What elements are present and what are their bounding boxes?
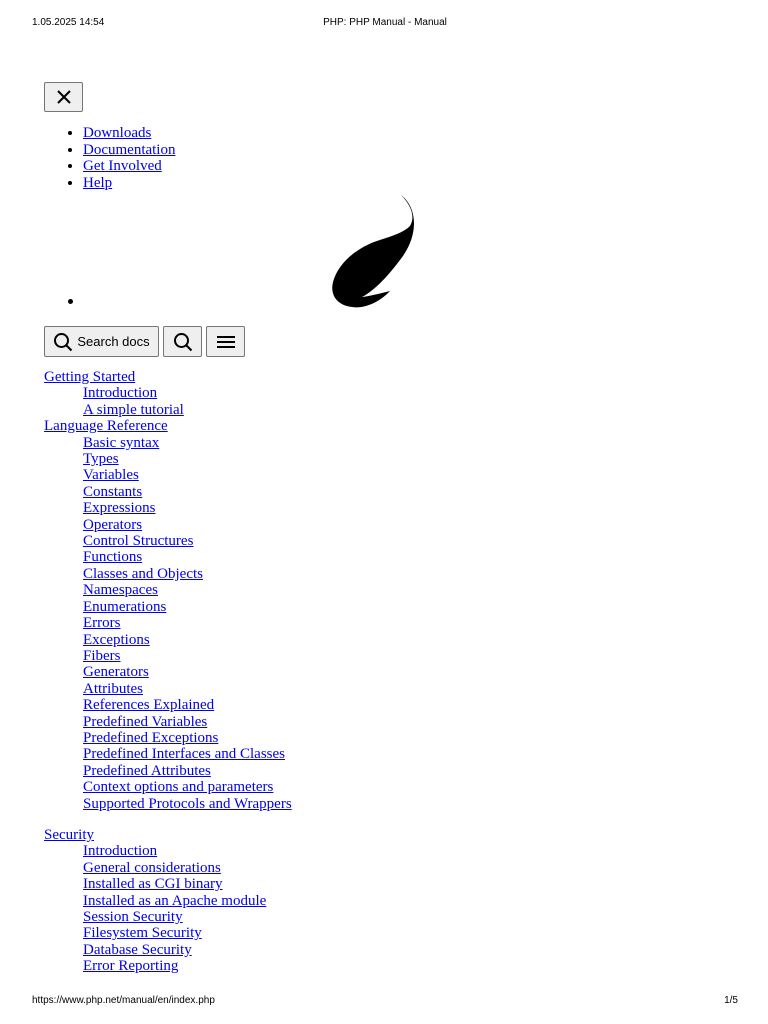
print-page-title: PHP: PHP Manual - Manual xyxy=(323,17,447,28)
toc-item xyxy=(83,796,292,812)
toc-link[interactable]: Types xyxy=(83,451,119,468)
print-url: https://www.php.net/manual/en/index.php xyxy=(32,995,215,1006)
toc-link[interactable]: Basic syntax xyxy=(83,434,160,451)
nav-link-get-involved[interactable]: Get Involved xyxy=(83,158,162,174)
toc-item xyxy=(83,730,292,746)
toc-item xyxy=(83,697,292,713)
close-icon xyxy=(56,89,72,105)
toc-item xyxy=(83,632,292,648)
toc-link[interactable]: Predefined Variables xyxy=(83,713,208,730)
toc-link[interactable]: Generators xyxy=(83,664,149,681)
search-icon xyxy=(173,332,193,352)
toc-link[interactable]: Fibers xyxy=(83,647,121,664)
print-datetime: 1.05.2025 14:54 xyxy=(32,17,105,28)
hamburger-menu-icon xyxy=(216,334,236,350)
toc-link[interactable]: Expressions xyxy=(83,500,156,517)
php-elephpant-logo-icon[interactable] xyxy=(330,194,418,310)
toc-item xyxy=(83,451,292,467)
toc-item xyxy=(83,779,292,795)
toc-link[interactable]: Installed as CGI binary xyxy=(83,876,223,893)
toc-section-link[interactable]: Language Reference xyxy=(44,418,168,435)
toc-item xyxy=(83,402,292,418)
toc-item xyxy=(83,385,292,401)
toc-link[interactable]: Attributes xyxy=(83,680,143,697)
search-toolbar xyxy=(44,326,245,357)
toc-item xyxy=(83,648,292,664)
toc-link[interactable]: Constants xyxy=(83,483,143,500)
search-docs-label: Search docs xyxy=(77,334,150,349)
toc-item xyxy=(83,615,292,631)
nav-item-get-involved xyxy=(83,158,175,175)
toc-item xyxy=(83,714,292,730)
toc-link[interactable]: General considerations xyxy=(83,859,221,876)
nav-item-downloads xyxy=(83,125,175,142)
toc-item xyxy=(83,843,292,859)
nav-link-documentation[interactable]: Documentation xyxy=(83,141,176,158)
toc-link[interactable]: Introduction xyxy=(83,843,158,860)
toc-link[interactable]: Classes and Objects xyxy=(83,565,203,582)
toc-link[interactable]: Control Structures xyxy=(83,533,194,550)
toc-item xyxy=(83,599,292,615)
toc-item xyxy=(83,942,292,958)
toc-item xyxy=(83,582,292,598)
toc-item xyxy=(83,909,292,925)
toc-item xyxy=(83,664,292,680)
print-footer xyxy=(32,995,738,1009)
manual-table-of-contents xyxy=(44,369,292,975)
toc-item xyxy=(83,533,292,549)
toc-item xyxy=(83,566,292,582)
toc-item xyxy=(83,860,292,876)
toc-spacer xyxy=(44,812,292,827)
top-navigation xyxy=(44,125,175,191)
toc-item xyxy=(83,925,292,941)
toc-item xyxy=(83,746,292,762)
toc-link[interactable]: A simple tutorial xyxy=(83,401,184,418)
toc-section-link[interactable]: Security xyxy=(44,826,94,843)
toc-link[interactable]: Predefined Attributes xyxy=(83,762,211,779)
close-menu-button[interactable] xyxy=(44,82,83,112)
toc-item xyxy=(83,467,292,483)
toc-item xyxy=(83,484,292,500)
toc-item xyxy=(83,893,292,909)
toc-link[interactable]: Exceptions xyxy=(83,631,150,648)
toc-link[interactable]: Errors xyxy=(83,615,121,632)
toc-link[interactable]: Database Security xyxy=(83,941,192,958)
toc-item xyxy=(83,876,292,892)
toc-item xyxy=(83,763,292,779)
toc-item xyxy=(83,958,292,974)
toc-link[interactable]: Operators xyxy=(83,516,143,533)
toc-section xyxy=(44,418,292,434)
toc-section-link[interactable]: Getting Started xyxy=(44,369,136,385)
toc-link[interactable]: Namespaces xyxy=(83,582,158,599)
nav-item-help xyxy=(83,175,175,192)
nav-bullet xyxy=(68,299,73,304)
toc-section xyxy=(44,369,292,385)
toc-item xyxy=(83,500,292,516)
toc-link[interactable]: Error Reporting xyxy=(83,958,179,975)
toc-link[interactable]: Installed as an Apache module xyxy=(83,892,267,909)
toc-item xyxy=(83,435,292,451)
nav-link-help[interactable]: Help xyxy=(83,174,113,191)
toc-item xyxy=(83,549,292,565)
nav-link-downloads[interactable]: Downloads xyxy=(83,125,152,141)
toc-link[interactable]: Introduction xyxy=(83,385,158,402)
toc-section xyxy=(44,827,292,843)
print-header xyxy=(32,17,738,31)
toc-link[interactable]: Predefined Interfaces and Classes xyxy=(83,746,286,763)
toc-link[interactable]: Enumerations xyxy=(83,598,167,615)
toc-link[interactable]: Context options and parameters xyxy=(83,779,274,796)
toc-link[interactable]: Session Security xyxy=(83,909,183,925)
nav-item-documentation xyxy=(83,142,175,159)
toc-item xyxy=(83,517,292,533)
menu-button[interactable] xyxy=(206,326,245,357)
toc-link[interactable]: Supported Protocols and Wrappers xyxy=(83,795,292,812)
toc-link[interactable]: Functions xyxy=(83,549,143,566)
search-docs-button[interactable] xyxy=(44,326,159,357)
toc-link[interactable]: Filesystem Security xyxy=(83,925,202,942)
print-page-number: 1/5 xyxy=(724,995,738,1006)
search-icon xyxy=(53,332,73,352)
toc-item xyxy=(83,681,292,697)
toc-link[interactable]: References Explained xyxy=(83,697,215,714)
search-button[interactable] xyxy=(163,326,202,357)
toc-link[interactable]: Variables xyxy=(83,467,139,484)
toc-link[interactable]: Predefined Exceptions xyxy=(83,729,219,746)
